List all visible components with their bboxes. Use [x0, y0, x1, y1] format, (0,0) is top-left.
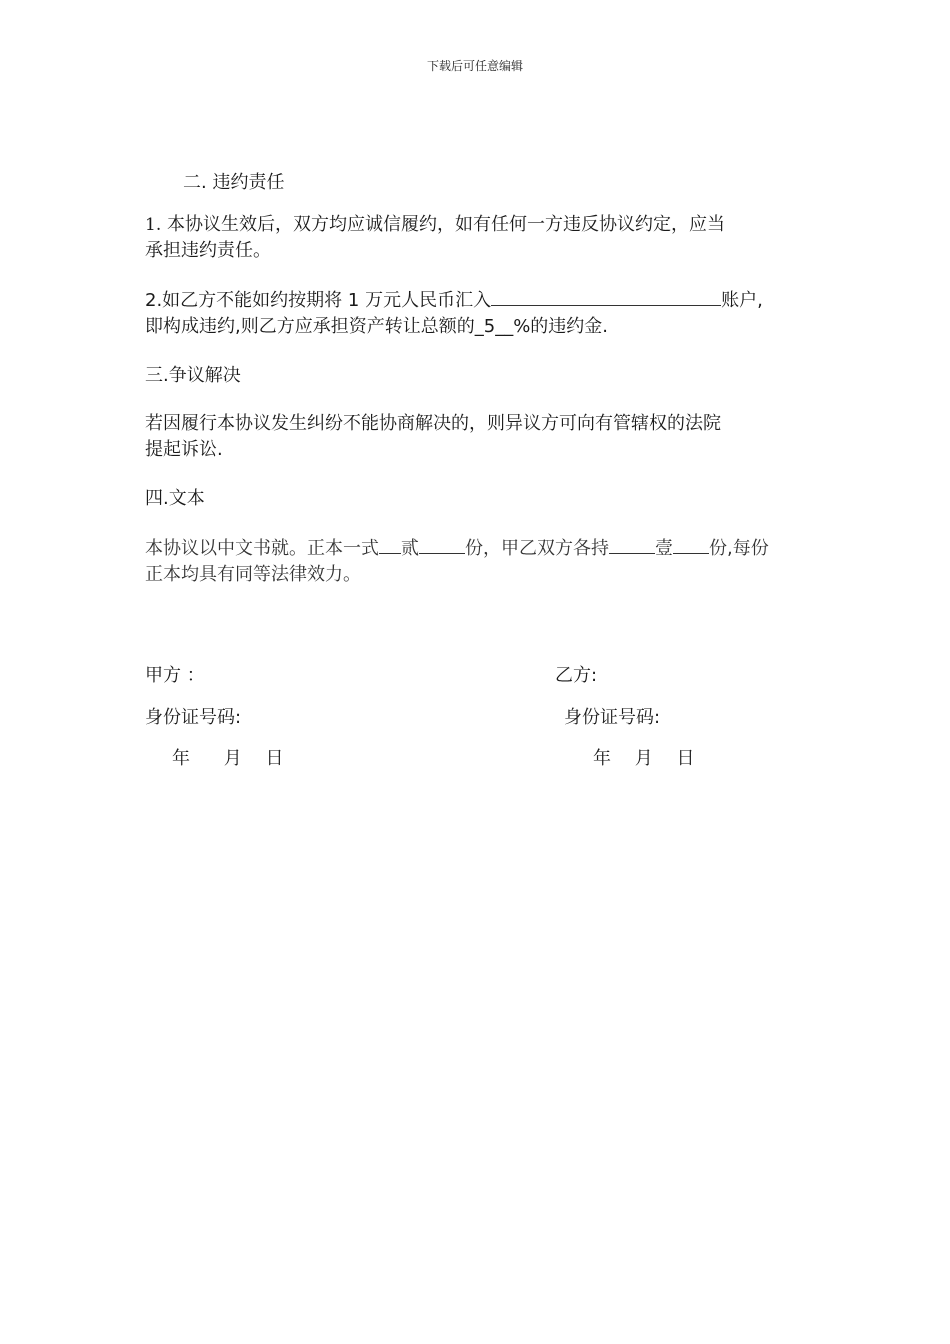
- dispute-line2: 提起诉讼.: [145, 439, 223, 460]
- text-line1-b: 份，甲乙双方各持: [465, 538, 609, 559]
- dispute-clause: [145, 411, 810, 463]
- clause-2-line2-before: 即构成违约,则乙方应承担资产转让总额的_: [145, 316, 484, 337]
- party-a-date: [172, 747, 283, 771]
- clause-1-text-line1: 本协议生效后，双方均应诚信履约，如有任何一方违反协议约定，应当: [166, 214, 725, 235]
- party-a-year: 年: [172, 748, 190, 769]
- copies-each-blank-right: [673, 535, 709, 554]
- header-note: 下载后可任意编辑: [426, 59, 523, 73]
- party-b-label: 乙方:: [555, 665, 598, 686]
- clause-1-number: 1.: [145, 215, 162, 235]
- party-b-day: 日: [676, 748, 695, 769]
- party-a-label: 甲方 ：: [145, 665, 205, 686]
- penalty-percent: 5: [483, 316, 496, 337]
- copies-total: 贰: [401, 538, 419, 559]
- text-clause: [145, 535, 810, 588]
- clause-2-line1-after: 账户,: [721, 290, 763, 311]
- clause-1-text-line2: 承担违约责任。: [145, 240, 271, 261]
- text-line2: 正本均具有同等法律效力。: [145, 564, 361, 585]
- section-4-title: 四.文本: [145, 488, 205, 509]
- clause-2-line2-after: __%的违约金.: [495, 316, 609, 337]
- party-a-id-label: 身份证号码:: [145, 707, 242, 728]
- account-blank: [491, 287, 721, 306]
- copies-total-blank-left: [379, 535, 401, 554]
- party-b-date: [593, 747, 694, 771]
- copies-each-blank-left: [609, 535, 655, 554]
- clause-1: [145, 212, 810, 264]
- clause-2-line1-before: 2.如乙方不能如约按期将 1 万元人民币汇入: [145, 290, 492, 311]
- copies-total-blank-right: [419, 535, 465, 554]
- party-a-month: 月: [223, 748, 242, 769]
- party-b-id-label: 身份证号码:: [564, 707, 661, 728]
- party-a-day: 日: [265, 748, 284, 769]
- copies-each: 壹: [655, 538, 673, 559]
- text-line1-a: 本协议以中文书就。正本一式: [145, 538, 379, 559]
- party-b-year: 年: [593, 748, 611, 769]
- dispute-line1: 若因履行本协议发生纠纷不能协商解决的，则异议方可向有管辖权的法院: [145, 413, 721, 434]
- section-3-title: 三.争议解决: [145, 365, 241, 386]
- text-line1-c: 份,每份: [709, 538, 769, 559]
- section-2-title: 二. 违约责任: [183, 172, 285, 193]
- clause-2: [145, 287, 810, 340]
- party-b-month: 月: [634, 748, 653, 769]
